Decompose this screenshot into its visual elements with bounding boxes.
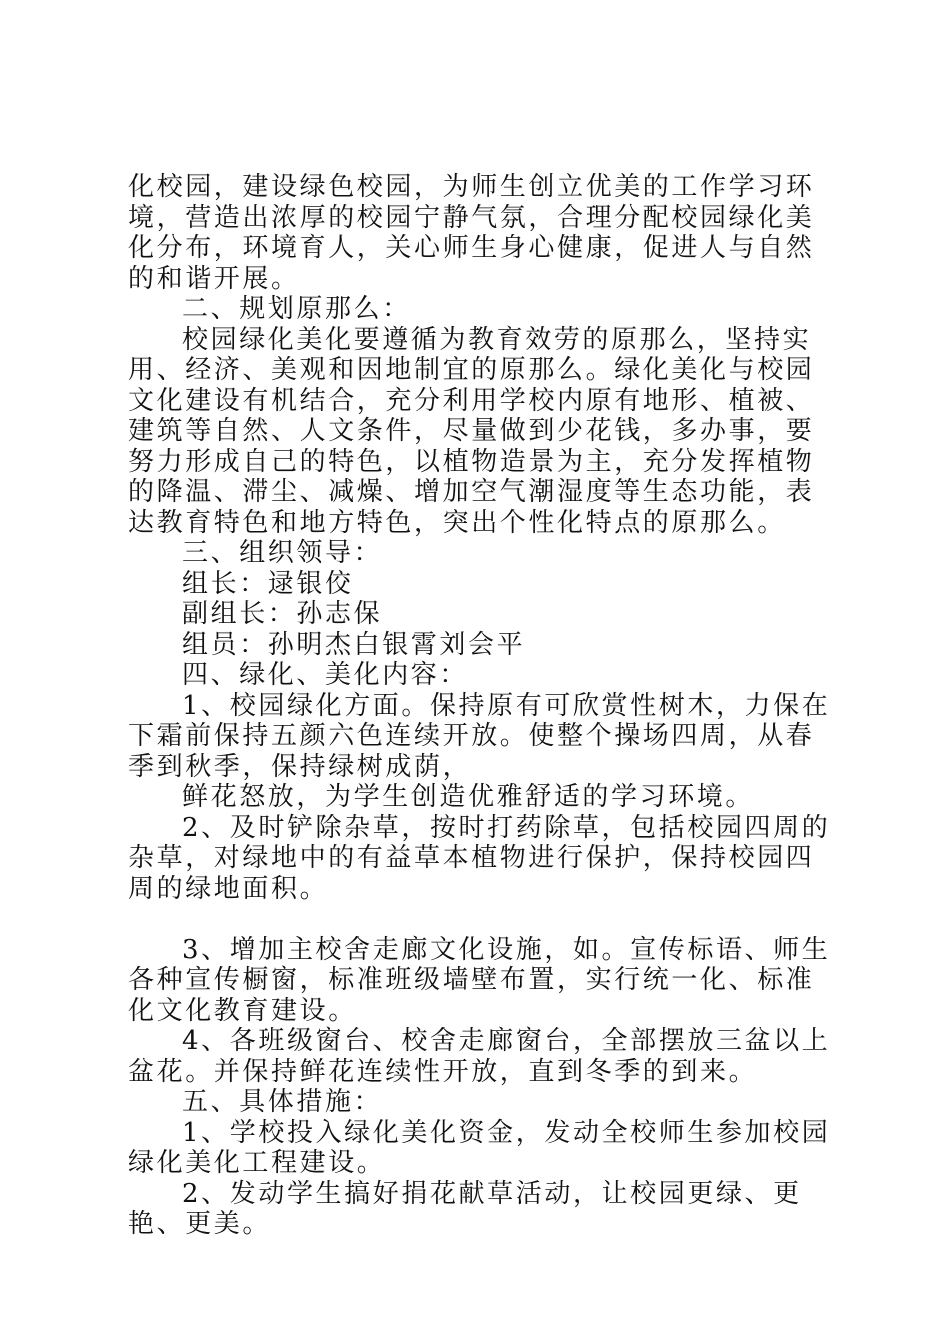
org-deputy-leader: 副组长：孙志保 (182, 599, 383, 629)
document-body (128, 172, 840, 1240)
section-heading-planning-principles: 二、规划原那么： (182, 294, 411, 324)
org-members: 组员：孙明杰白银霄刘会平 (182, 629, 526, 660)
content-item-1: 1、校园绿化方面。保持原有可欣赏性树木，力保在下霜前保持五颜六色连续开放。使整个操场四周，从春季到秋季，保持绿树成荫， (128, 690, 831, 782)
blank-line (128, 904, 840, 935)
paragraph-planning-principles: 校园绿化美化要遵循为教育效劳的原那么，坚持实用、经济、美观和因地制宜的原那么。绿化美化与校园文化建设有机结合，充分利用学校内原有地形、植被、建筑等自然、人文条件，尽量做到少花钱，多办事，要努力形成自己的特色，以植物造景为主，充分发挥植物的降温、滞尘、减燥、增加空气潮湿度等生态功能，表达教育特色和地方特色，突出个性化特点的原那么。 (128, 324, 815, 538)
org-leader: 组长：逯银佼 (182, 568, 354, 599)
content-item-3: 3、增加主校舍走廊文化设施，如。宣传标语、师生各种宣传橱窗，标准班级墙壁布置，实行统一化、标准化文化教育建设。 (128, 934, 831, 1026)
section-heading-measures: 五、具体措施： (182, 1087, 383, 1117)
measure-item-2: 2、发动学生搞好捐花献草活动，让校园更绿、更艳、更美。 (128, 1178, 802, 1239)
measure-item-1: 1、学校投入绿化美化资金，发动全校师生参加校园绿化美化工程建设。 (128, 1117, 831, 1178)
section-heading-organization: 三、组织领导： (182, 538, 383, 568)
content-item-2: 2、及时铲除杂草，按时打药除草，包括校园四周的杂草，对绿地中的有益草本植物进行保护，保持校园四周的绿地面积。 (128, 812, 831, 904)
paragraph-intro-continuation: 化校园，建设绿色校园，为师生创立优美的工作学习环境，营造出浓厚的校园宁静气氛，合理分配校园绿化美化分布，环境育人，关心师生身心健康，促进人与自然的和谐开展。 (128, 172, 815, 294)
section-heading-greening-content: 四、绿化、美化内容： (182, 660, 469, 690)
content-item-1-continued: 鲜花怒放，为学生创造优雅舒适的学习环境。 (182, 782, 755, 812)
content-item-4: 4、各班级窗台、校舍走廊窗台，全部摆放三盆以上盆花。并保持鲜花连续性开放，直到冬季的到来。 (128, 1026, 831, 1087)
